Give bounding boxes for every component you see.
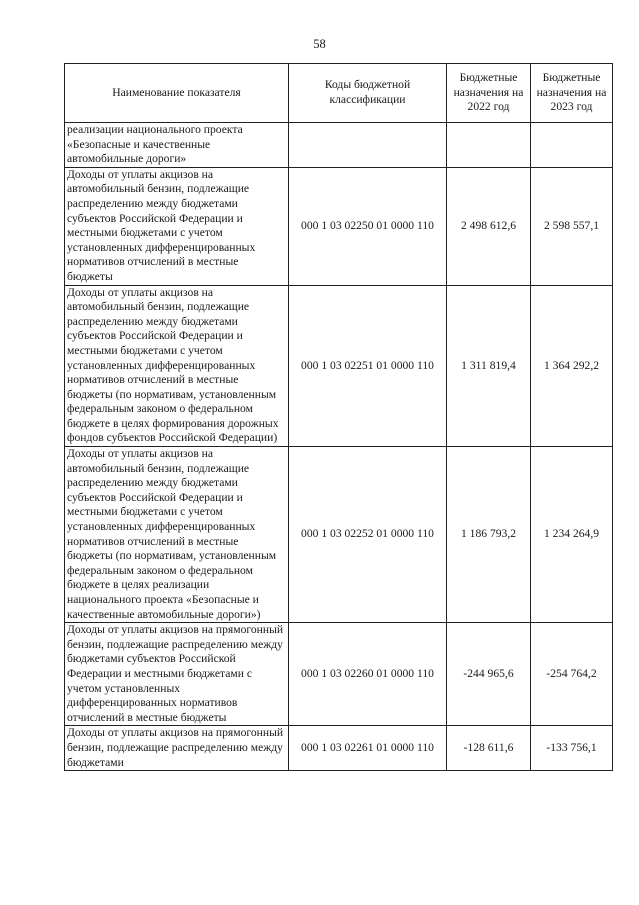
row-value-2023 xyxy=(531,123,613,168)
row-code xyxy=(289,123,447,168)
row-code: 000 1 03 02251 01 0000 110 xyxy=(289,285,447,447)
row-code: 000 1 03 02250 01 0000 110 xyxy=(289,167,447,285)
table-row xyxy=(65,285,613,447)
row-name: Доходы от уплаты акцизов на автомобильный бензин, подлежащие распределению между бюджетами субъектов Российской Федерации и местными бюджетами с учетом установленных дифференцированных нормативов отчислений в местные бюджеты xyxy=(65,167,289,285)
table-row xyxy=(65,123,613,168)
row-value-2022: 1 186 793,2 xyxy=(447,447,531,623)
row-name: Доходы от уплаты акцизов на прямогонный бензин, подлежащие распределению между бюджетами субъектов Российской Федерации и местными бюджетами с учетом установленных дифференцированных нормативов отчислений в местные бюджеты xyxy=(65,623,289,726)
table-row xyxy=(65,447,613,623)
header-2023: Бюджетные назначения на 2023 год xyxy=(531,64,613,123)
row-code: 000 1 03 02261 01 0000 110 xyxy=(289,726,447,771)
table-row xyxy=(65,623,613,726)
table-header-row xyxy=(65,64,613,123)
row-value-2022: -244 965,6 xyxy=(447,623,531,726)
row-value-2023: 1 234 264,9 xyxy=(531,447,613,623)
table-row xyxy=(65,167,613,285)
row-value-2023: -254 764,2 xyxy=(531,623,613,726)
header-code: Коды бюджетной классификации xyxy=(289,64,447,123)
row-value-2023: 1 364 292,2 xyxy=(531,285,613,447)
row-value-2023: -133 756,1 xyxy=(531,726,613,771)
row-name: Доходы от уплаты акцизов на автомобильный бензин, подлежащие распределению между бюджетами субъектов Российской Федерации и местными бюджетами с учетом установленных дифференцированных нормативов отчислений в местные бюджеты (по нормативам, установленным федеральным законом о федеральном бюджете в целях реализации национального проекта «Безопасные и качественные автомобильные дороги») xyxy=(65,447,289,623)
row-code: 000 1 03 02260 01 0000 110 xyxy=(289,623,447,726)
row-code: 000 1 03 02252 01 0000 110 xyxy=(289,447,447,623)
row-name: Доходы от уплаты акцизов на прямогонный бензин, подлежащие распределению между бюджетами xyxy=(65,726,289,771)
row-name: Доходы от уплаты акцизов на автомобильный бензин, подлежащие распределению между бюджетами субъектов Российской Федерации и местными бюджетами с учетом установленных дифференцированных нормативов отчислений в местные бюджеты (по нормативам, установленным федеральным законом о федеральном бюджете в целях формирования дорожных фондов субъектов Российской Федерации) xyxy=(65,285,289,447)
header-name: Наименование показателя xyxy=(65,64,289,123)
row-value-2022: 1 311 819,4 xyxy=(447,285,531,447)
header-2022: Бюджетные назначения на 2022 год xyxy=(447,64,531,123)
row-value-2023: 2 598 557,1 xyxy=(531,167,613,285)
row-name: реализации национального проекта «Безопасные и качественные автомобильные дороги» xyxy=(65,123,289,168)
row-value-2022 xyxy=(447,123,531,168)
budget-table xyxy=(64,63,613,771)
page-number: 58 xyxy=(313,37,326,51)
row-value-2022: -128 611,6 xyxy=(447,726,531,771)
row-value-2022: 2 498 612,6 xyxy=(447,167,531,285)
table-row xyxy=(65,726,613,771)
